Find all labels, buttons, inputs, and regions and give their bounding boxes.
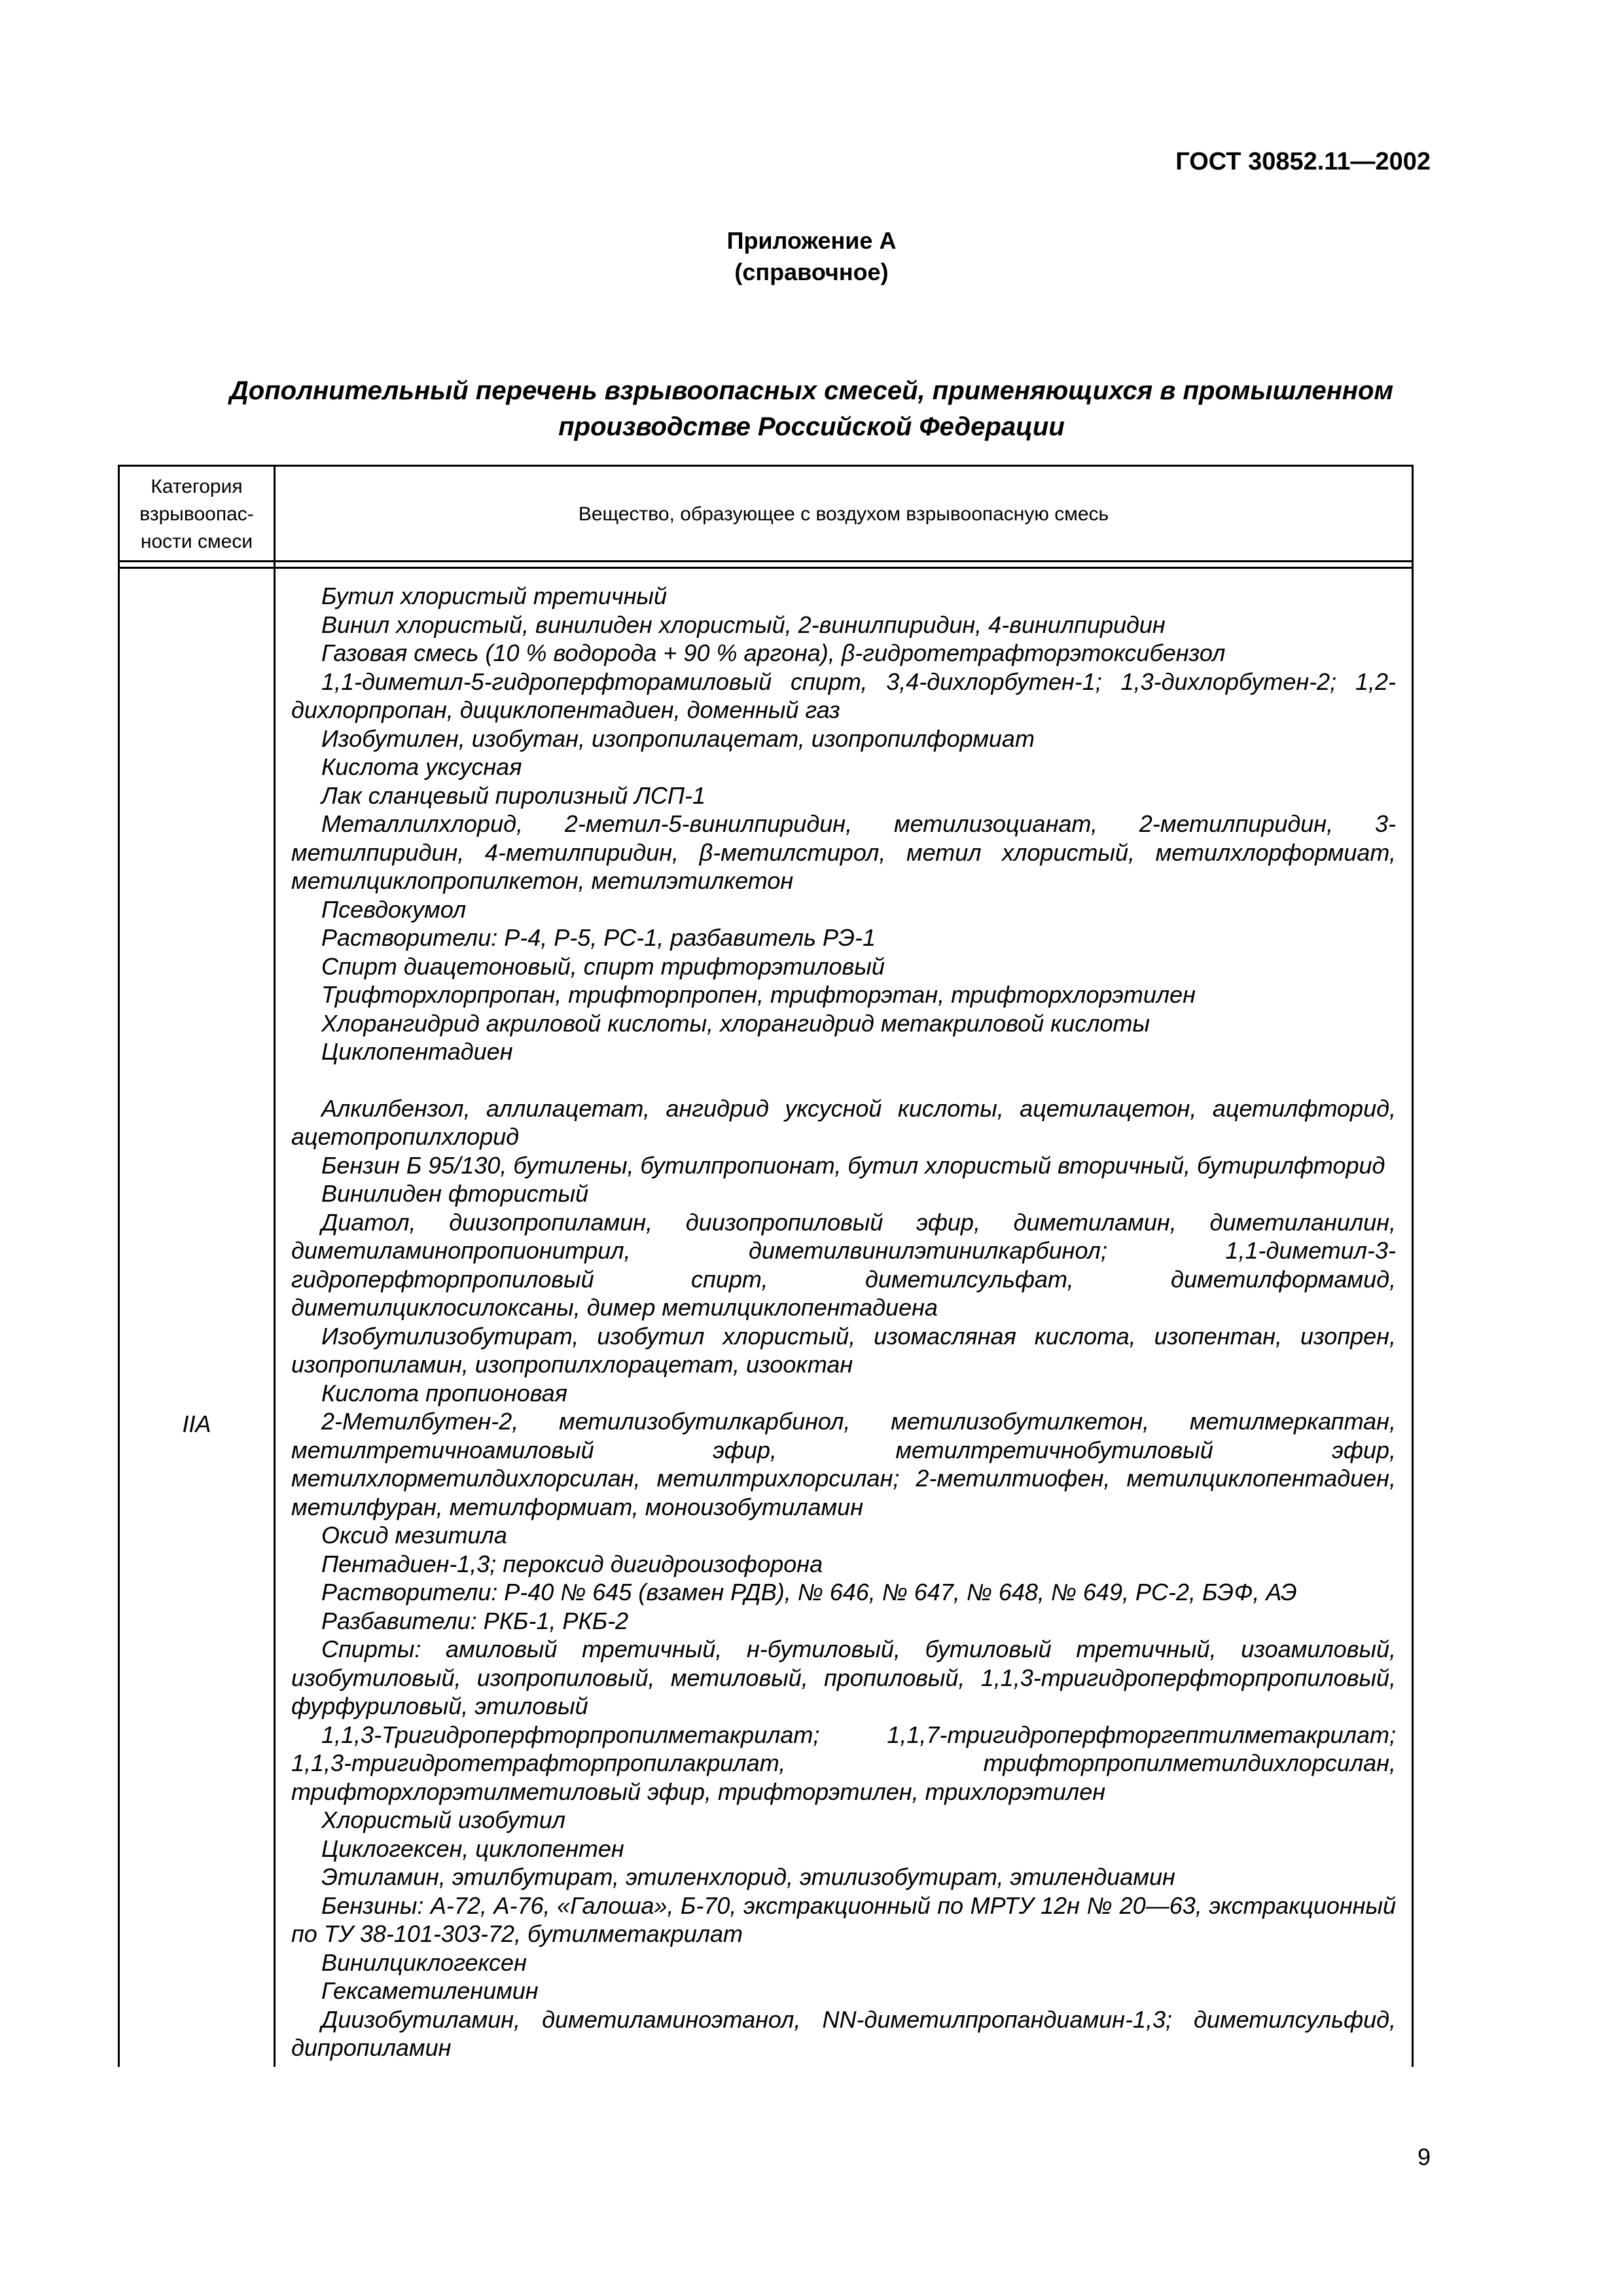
- substance-entry: Винилиден фтористый: [321, 1180, 589, 1207]
- substance-entry: Псевдокумол: [321, 895, 467, 923]
- substance-entry: Изобутилен, изобутан, изопропилацетат, изопропилформиат: [321, 725, 1035, 752]
- substance-entry: Трифторхлорпропан, трифторпропен, трифторэтан, трифторхлорэтилен: [321, 981, 1196, 1008]
- substance-entry: 1,1-диметил-5-гидроперфторамиловый спирт, 3,4-дихлорбутен-1; 1,3-дихлорбутен-2; 1,2-дихлорпропан, дициклопентадиен, доменный газ: [291, 668, 1396, 723]
- appendix-subtitle: (справочное): [734, 259, 889, 285]
- substance-entry: Изобутилизобутират, изобутил хлористый, изомасляная кислота, изопентан, изопрен, изопропиламин, изопропилхлорацетат, изооктан: [291, 1322, 1396, 1378]
- substance-entry: Спирт диацетоновый, спирт трифторэтиловый: [321, 952, 885, 980]
- substance-entry: Оксид мезитила: [321, 1522, 507, 1549]
- substance-entry: Хлорангидрид акриловой кислоты, хлорангидрид метакриловой кислоты: [321, 1009, 1150, 1037]
- substance-entry: Бензины: А-72, А-76, «Галоша», Б-70, экстракционный по МРТУ 12н № 20—63, экстракционный по ТУ 38-101-303-72, бутилметакрилат: [291, 1892, 1396, 1947]
- category-cell: [120, 571, 274, 2067]
- appendix-title: Приложение А: [726, 227, 897, 254]
- substance-entry: Растворители: Р-40 № 645 (взамен РДВ), № 646, № 647, № 648, № 649, РС-2, БЭФ, АЭ: [321, 1579, 1297, 1605]
- group-spacer: [291, 1066, 1396, 1094]
- substance-entry: 1,1,3-Тригидроперфторпропилметакрилат; 1,1,7-тригидроперфторгептилметакрилат; 1,1,3-тригидротетрафторпропилакрилат, трифторпропилметилдихлорсилан, трифторхлорэтилметиловый эфир, трифторэтилен, трихлорэтилен: [291, 1721, 1396, 1805]
- substance-entry: Циклогексен, циклопентен: [321, 1835, 624, 1862]
- substance-entry: Кислота уксусная: [321, 753, 522, 780]
- substance-entry: Растворители: Р-4, Р-5, РС-1, разбавитель РЭ-1: [321, 924, 876, 951]
- column-divider: [274, 467, 276, 2067]
- substance-entry: 2-Метилбутен-2, метилизобутилкарбинол, метилизобутилкетон, метилмеркаптан, метилтретичноамиловый эфир, метилтретичнобутиловый эфир, метилхлорметилдихлорсилан, метилтрихлорсилан; 2-метилтиофен, метилциклопентадиен, метилфуран, метилформиат, моноизобутиламин: [291, 1408, 1396, 1520]
- table-header-separator: [120, 562, 1412, 569]
- substance-entry: Бензин Б 95/130, бутилены, бутилпропионат, бутил хлористый вторичный, бутирилфторид: [321, 1151, 1385, 1179]
- substance-entry: Диизобутиламин, диметиламиноэтанол, NN-диметилпропандиамин-1,3; диметилсульфид, дипропиламин: [291, 2005, 1396, 2061]
- substance-entry: Газовая смесь (10 % водорода + 90 % аргона), β-гидротетрафторэтоксибензол: [321, 639, 1226, 666]
- substance-entry: Этиламин, этилбутират, этиленхлорид, этилизобутират, этилендиамин: [321, 1863, 1175, 1890]
- substance-entry: Алкилбензол, аллилацетат, ангидрид уксусной кислоты, ацетилацетон, ацетилфторид, ацетопропилхлорид: [291, 1094, 1396, 1150]
- substance-cell: [291, 582, 1396, 2062]
- substance-entry: Бутил хлористый третичный: [321, 583, 668, 609]
- substances-table: [118, 465, 1414, 2067]
- substance-entry: Диатол, диизопропиламин, диизопропиловый эфир, диметиламин, диметиланилин, диметиламинопропионитрил, диметилвинилэтинилкарбинол; 1,1-диметил-3-гидроперфторпропиловый спирт, диметилсульфат, диметилформамид, диметилциклосилоксаны, димер метилциклопентадиена: [291, 1208, 1396, 1321]
- substance-entry: Металлилхлорид, 2-метил-5-винилпиридин, метилизоцианат, 2-метилпиридин, 3-метилпиридин, 4-метилпиридин, β-метилстирол, метил хлористый, метилхлорформиат, метилциклопропилкетон, метилэтилкетон: [291, 810, 1396, 894]
- document-title-text: Дополнительный перечень взрывоопасных смесей, применяющихся в промышленном производстве Российской Федерации: [229, 376, 1394, 441]
- column-header-category-text: Категория взрывоопас-ности смеси: [139, 476, 254, 552]
- substance-entry: Винил хлористый, винилиден хлористый, 2-винилпиридин, 4-винилпиридин: [321, 611, 1166, 638]
- substance-entry: Циклопентадиен: [321, 1038, 513, 1065]
- appendix-heading: [0, 225, 1623, 288]
- document-title: [0, 373, 1623, 445]
- substance-entry: Лак сланцевый пиролизный ЛСП-1: [321, 781, 705, 809]
- substance-entry: Винилциклогексен: [321, 1948, 527, 1976]
- substance-group-2: [291, 1094, 1396, 2062]
- category-value: IIA: [182, 1410, 211, 1437]
- substance-entry: Разбавители: РКБ-1, РКБ-2: [321, 1607, 629, 1634]
- substance-entry: Кислота пропионовая: [321, 1379, 567, 1407]
- substance-entry: Спирты: амиловый третичный, н-бутиловый, бутиловый третичный, изоамиловый, изобутиловый, изопропиловый, метиловый, пропиловый, 1,1,3-тригидроперфторпропиловый, фурфуриловый, этиловый: [291, 1636, 1396, 1719]
- substance-entry: Хлористый изобутил: [321, 1806, 566, 1833]
- substance-entry: Пентадиен-1,3; пероксид дигидроизофорона: [321, 1550, 823, 1577]
- column-header-substance: Вещество, образующее с воздухом взрывоопасную смесь: [578, 503, 1109, 525]
- column-header-category: [120, 467, 274, 562]
- document-code: ГОСТ 30852.11—2002: [1175, 148, 1431, 175]
- substance-group-1: [291, 582, 1396, 1066]
- substance-entry: Гексаметиленимин: [321, 1977, 539, 2004]
- page-number: 9: [1417, 2144, 1431, 2170]
